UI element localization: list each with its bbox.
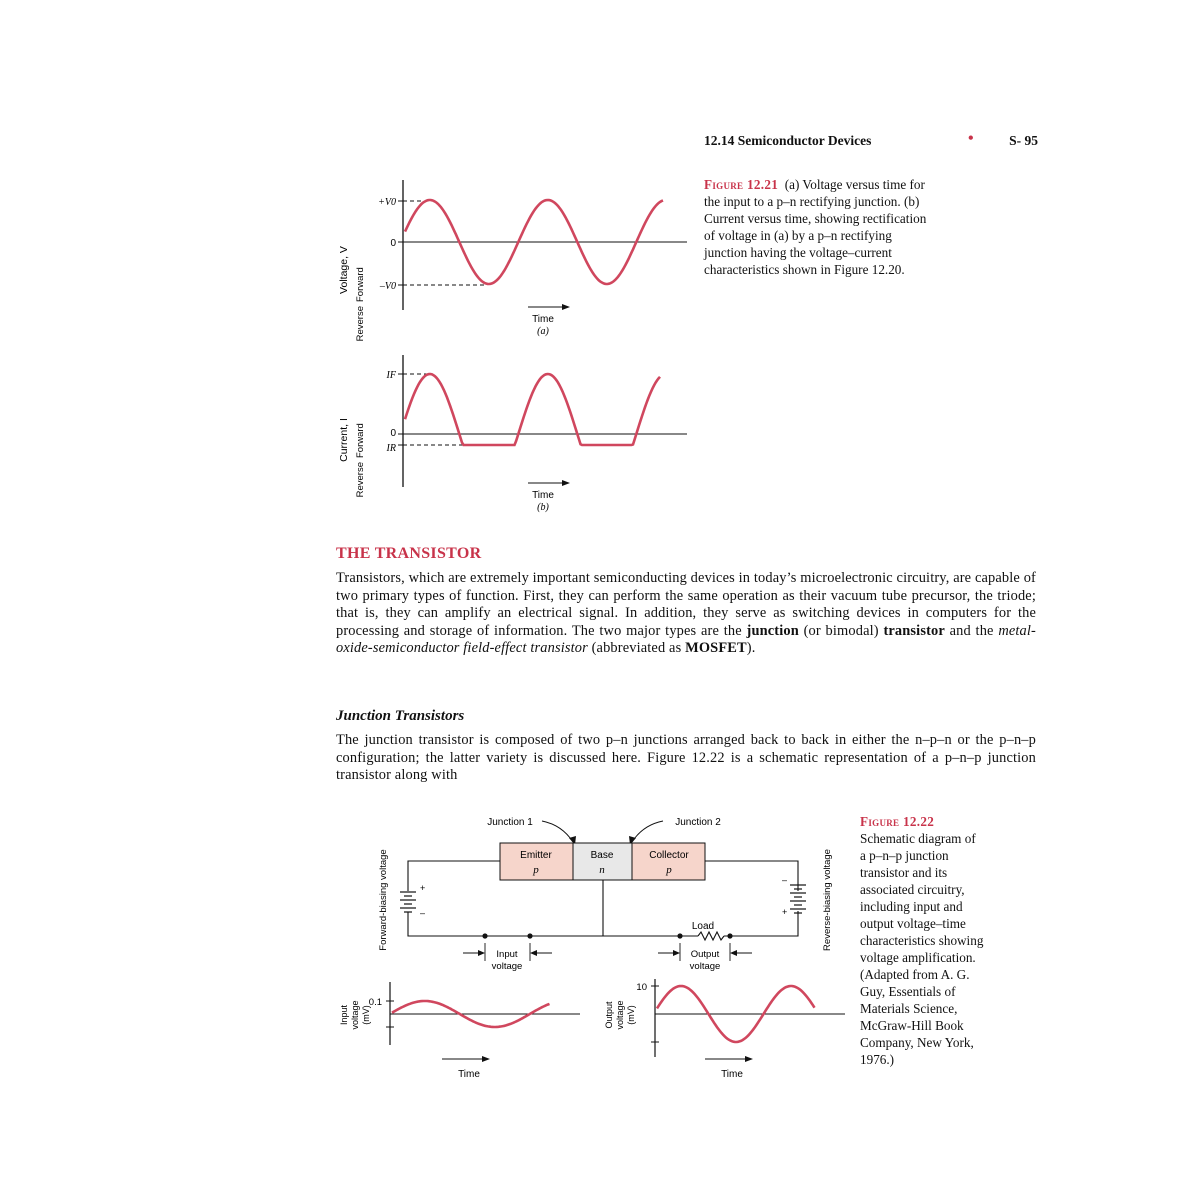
caption-line: Guy, Essentials of [860,984,956,999]
emitter-label: Emitter [520,850,552,861]
time-arrow-icon [482,1056,490,1062]
y-axis-label-2: voltage [350,1000,360,1030]
reverse-minus: – [782,875,788,885]
output-voltage-plot [595,975,855,1085]
tick-label-bottom: –V0 [379,281,396,292]
x-axis-label: Time [532,314,554,325]
caption-line: of voltage in (a) by a p–n rectifying [704,228,892,243]
plot-sublabel: (b) [537,502,549,513]
input-terminal [527,933,532,938]
emitter-type: p [533,864,539,876]
collector-label: Collector [649,850,689,861]
caption-line: Materials Science, [860,1001,958,1016]
collector-type: p [666,864,672,876]
forward-bias-label: Forward-biasing voltage [378,849,389,951]
subsection-heading: Junction Transistors [336,708,465,724]
caption-line: characteristics shown in Figure 12.20. [704,262,905,277]
caption-line: Current versus time, showing rectification [704,211,927,226]
tick-label-top: +V0 [378,197,396,208]
input-voltage-label-1: Input [496,949,518,960]
section-heading: THE TRANSISTOR [336,545,482,562]
term-mosfet-full: metal-oxide-semiconductor field-effect transistor [336,622,1036,657]
y-axis-forward: Forward [355,267,366,302]
term-mosfet: MOSFET [685,640,747,657]
junction-2-label: Junction 2 [675,817,721,828]
y-axis-label-2: voltage [615,1000,625,1030]
header-section-title: 12.14 Semiconductor Devices [704,133,872,148]
output-terminal [677,933,682,938]
x-axis-label: Time [721,1069,743,1080]
header-bullet: • [968,130,974,147]
caption-line: characteristics showing [860,933,984,948]
output-voltage-label-2: voltage [689,961,721,972]
caption-line: voltage amplification. [860,950,976,965]
load-resistor-icon [698,932,724,940]
reverse-plus: + [782,907,788,917]
caption-line: (Adapted from A. G. [860,967,970,982]
y-axis-forward: Forward [355,423,366,458]
caption-line: the input to a p–n rectifying junction. (b) [704,194,920,209]
transistor-circuit-diagram [330,805,855,980]
base-label: Base [590,850,614,861]
figure-12-22-caption [860,813,1042,1068]
output-voltage-label-1: Output [690,949,720,960]
forward-plus: + [420,883,426,893]
tick-label-bottom: IR [386,443,396,454]
figure-12-21b-plot [330,350,700,520]
tick-label: 10 [636,982,647,993]
input-voltage-label-2: voltage [491,961,523,972]
caption-line: including input and [860,899,963,914]
reverse-battery-icon [790,885,806,913]
forward-minus: – [420,908,426,918]
time-arrow-icon [562,480,570,486]
caption-line: transistor and its [860,865,948,880]
input-terminal [482,933,487,938]
caption-line: Company, New York, [860,1035,974,1050]
y-axis-label-3: (mV) [361,1005,371,1025]
figure-12-22-label: Figure 12.22 [860,814,935,829]
caption-line: (a) Voltage versus time for [784,177,925,192]
term-junction: junction [746,622,799,639]
x-axis-label: Time [532,490,554,501]
caption-line: junction having the voltage–current [704,245,892,260]
y-axis-label: Current, I [338,418,350,462]
y-axis-label-1: Output [604,1001,614,1029]
plot-sublabel: (a) [537,326,549,337]
forward-battery-icon [400,892,416,912]
caption-line: McGraw-Hill Book [860,1018,964,1033]
paragraph-junction-transistor: The junction transistor is composed of two p–n junctions arranged back to back in either the n–p–n or the p–n–p configuration; the latter variety is discussed here. Figure 12.22 is a schematic representation of a p–n–p junction transistor along with [336,732,1036,784]
y-axis-label-3: (mV) [626,1005,636,1025]
tick-label-zero: 0 [390,428,396,439]
reverse-bias-label: Reverse-biasing voltage [822,849,833,951]
figure-12-21-caption [704,176,1040,278]
y-axis-reverse: Reverse [355,306,366,342]
y-axis-label: Voltage, V [338,246,350,294]
load-label: Load [691,921,715,932]
base-type: n [599,864,605,876]
x-axis-label: Time [458,1069,480,1080]
tick-label: 0.1 [368,997,382,1008]
y-axis-label-1: Input [339,1004,349,1026]
caption-line: a p–n–p junction [860,848,949,863]
caption-line: Schematic diagram of [860,831,976,846]
time-arrow-icon [562,304,570,310]
figure-12-21-label: Figure 12.21 [704,177,779,192]
input-voltage-plot [330,975,590,1085]
caption-line: output voltage–time [860,916,966,931]
output-terminal [727,933,732,938]
page-number: S- 95 [1009,133,1038,148]
term-transistor: transistor [883,622,945,639]
tick-label-zero: 0 [390,238,396,249]
tick-label-top: IF [386,370,396,381]
y-axis-reverse: Reverse [355,462,366,498]
figure-12-21a-plot [330,175,700,345]
junction-1-label: Junction 1 [487,817,533,828]
paragraph-transistor-intro: Transistors, which are extremely important semiconducting devices in today’s microelectronic circuitry, are capable of two primary types of function. First, they can perform the same operation as their vacuum tube precursor, the triode; that is, they can amplify an electrical signal. In addition, they serve as switching devices in computers for the processing and storage of information. The two major types are the junction (or bimodal) transistor and the metal-oxide-semiconductor field-effect transistor (abbreviated as MOSFET). [336,570,1036,657]
caption-line: 1976.) [860,1052,895,1067]
caption-line: associated circuitry, [860,882,965,897]
time-arrow-icon [745,1056,753,1062]
